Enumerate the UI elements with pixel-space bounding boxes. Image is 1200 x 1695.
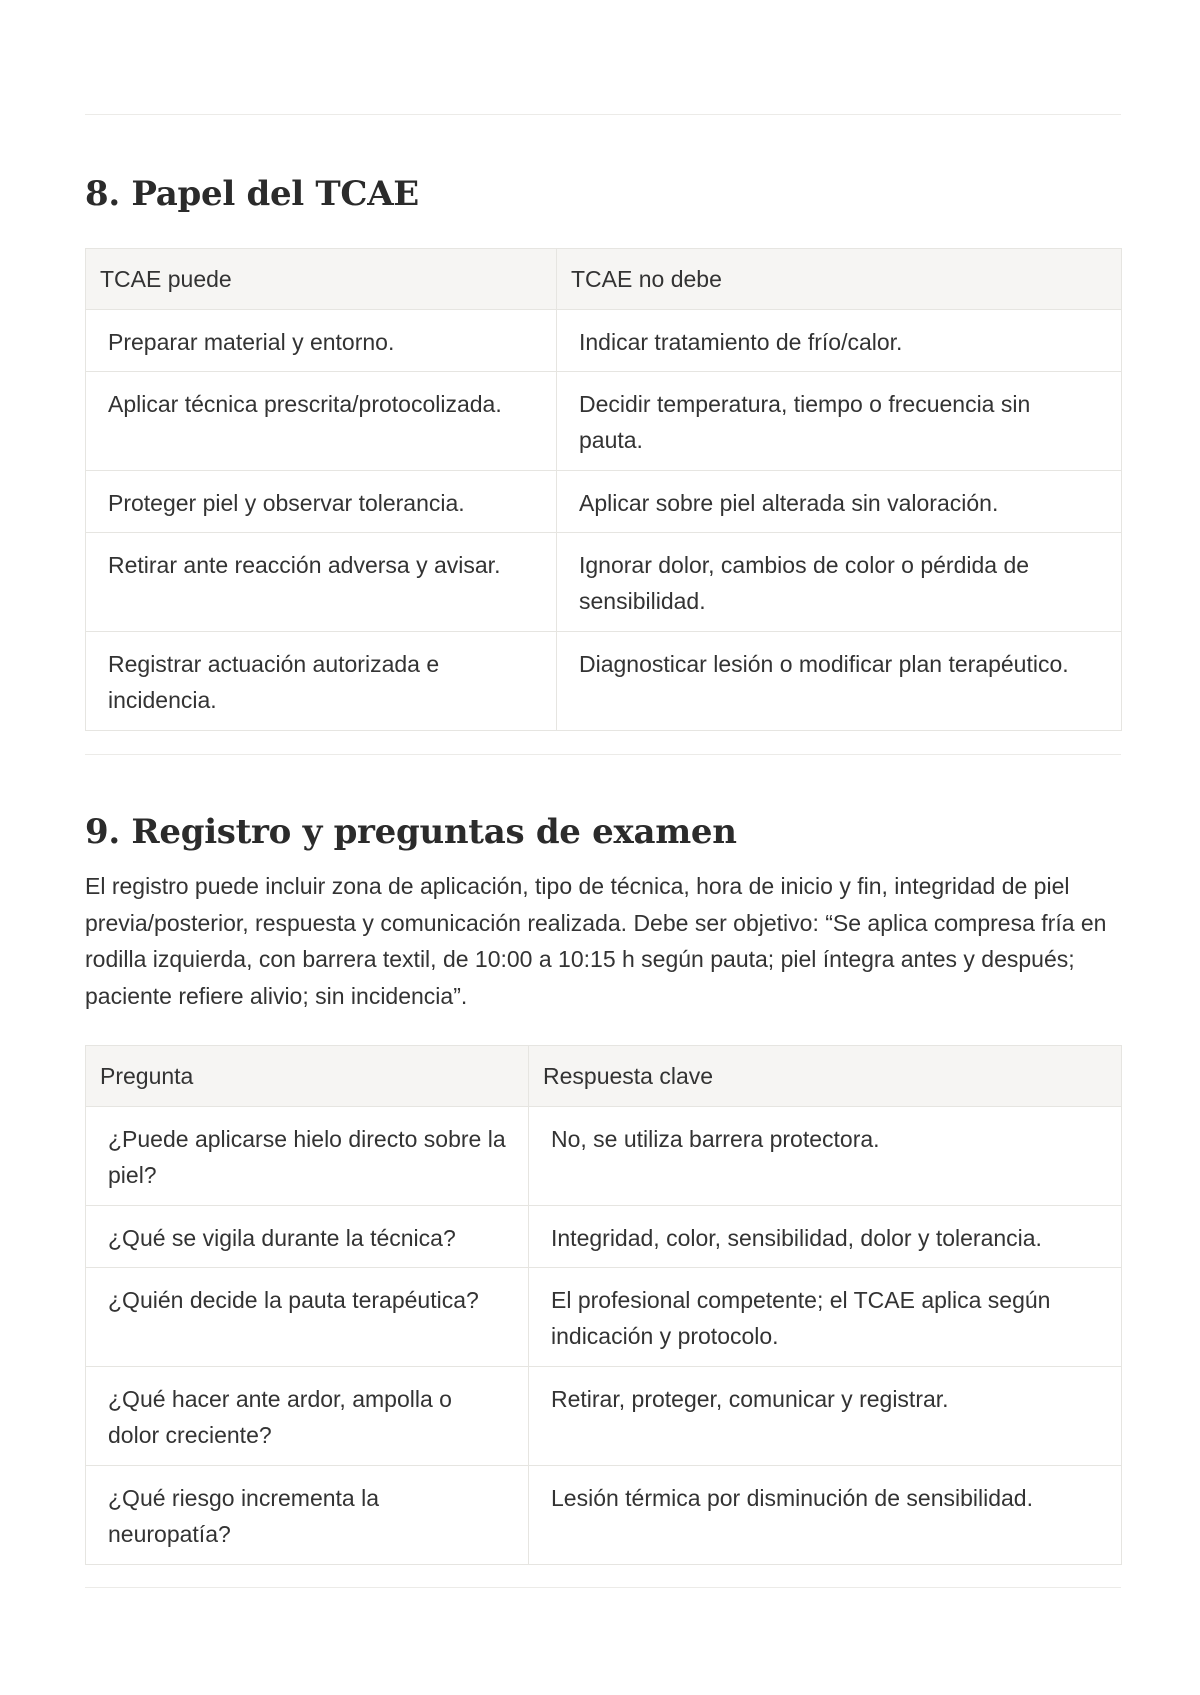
table-cell: Indicar tratamiento de frío/calor.: [557, 310, 1122, 372]
table-row: [86, 1466, 1122, 1565]
tcae-role-table: [85, 248, 1122, 731]
table-row: [86, 1107, 1122, 1206]
table-row: [86, 533, 1122, 632]
table-row: [86, 1367, 1122, 1466]
divider-bottom: [85, 1587, 1121, 1588]
section-8-title: 8. Papel del TCAE: [85, 174, 419, 214]
table-header-row: [86, 1046, 1122, 1107]
table-row: [86, 1206, 1122, 1268]
table-header-row: [86, 249, 1122, 310]
header-pregunta: Pregunta: [86, 1046, 529, 1107]
table-cell: ¿Qué hacer ante ardor, ampolla o dolor creciente?: [86, 1367, 529, 1466]
table-cell: ¿Qué riesgo incrementa la neuropatía?: [86, 1466, 529, 1565]
table-cell: Ignorar dolor, cambios de color o pérdida de sensibilidad.: [557, 533, 1122, 632]
section-9-title: 9. Registro y preguntas de examen: [85, 812, 737, 852]
exam-questions-table: [85, 1045, 1122, 1565]
table-cell: Diagnosticar lesión o modificar plan terapéutico.: [557, 632, 1122, 731]
header-tcae-no-debe: TCAE no debe: [557, 249, 1122, 310]
record-paragraph: El registro puede incluir zona de aplicación, tipo de técnica, hora de inicio y fin, integridad de piel previa/posterior, respuesta y comunicación realizada. Debe ser objetivo: “Se aplica compresa fría en rodilla izquierda, con barrera textil, de 10:00 a 10:15 h según pauta; piel íntegra antes y después; paciente refiere alivio; sin incidencia”.: [85, 873, 1107, 1009]
table-row: [86, 632, 1122, 731]
table-cell: Lesión térmica por disminución de sensibilidad.: [529, 1466, 1122, 1565]
header-respuesta-clave: Respuesta clave: [529, 1046, 1122, 1107]
table-cell: No, se utiliza barrera protectora.: [529, 1107, 1122, 1206]
table-cell: Integridad, color, sensibilidad, dolor y tolerancia.: [529, 1206, 1122, 1268]
table-row: [86, 310, 1122, 372]
table-row: [86, 471, 1122, 533]
table-row: [86, 372, 1122, 471]
header-tcae-puede: TCAE puede: [86, 249, 557, 310]
table-cell: Retirar ante reacción adversa y avisar.: [86, 533, 557, 632]
divider-top: [85, 114, 1121, 115]
table-cell: ¿Puede aplicarse hielo directo sobre la piel?: [86, 1107, 529, 1206]
table-cell: Retirar, proteger, comunicar y registrar.: [529, 1367, 1122, 1466]
table-cell: Decidir temperatura, tiempo o frecuencia sin pauta.: [557, 372, 1122, 471]
table-cell: El profesional competente; el TCAE aplica según indicación y protocolo.: [529, 1268, 1122, 1367]
table-cell: Aplicar sobre piel alterada sin valoración.: [557, 471, 1122, 533]
table-cell: Aplicar técnica prescrita/protocolizada.: [86, 372, 557, 471]
table-cell: ¿Quién decide la pauta terapéutica?: [86, 1268, 529, 1367]
table-row: [86, 1268, 1122, 1367]
table-cell: ¿Qué se vigila durante la técnica?: [86, 1206, 529, 1268]
divider-middle: [85, 754, 1121, 755]
table-cell: Preparar material y entorno.: [86, 310, 557, 372]
table-cell: Proteger piel y observar tolerancia.: [86, 471, 557, 533]
table-cell: Registrar actuación autorizada e incidencia.: [86, 632, 557, 731]
